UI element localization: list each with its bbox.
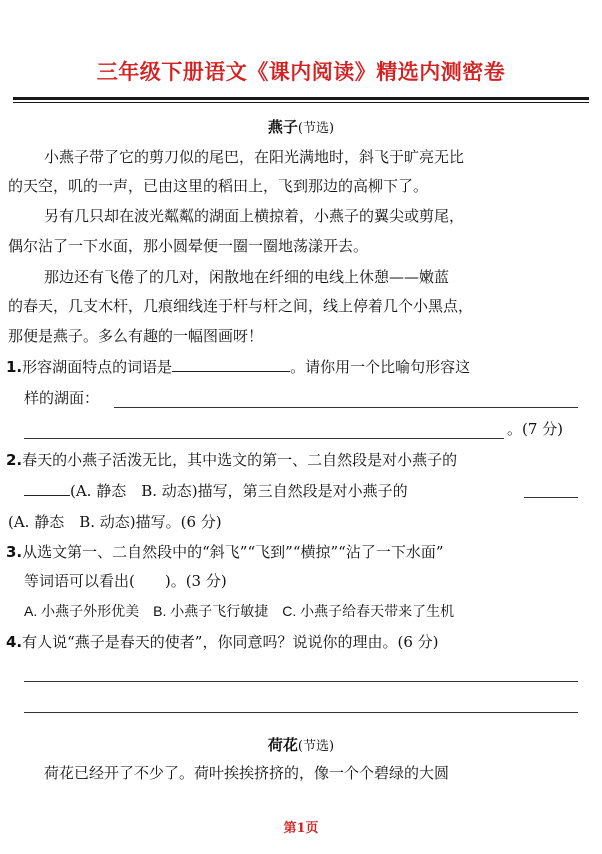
section-note: (节选): [297, 739, 335, 754]
question-1: [6, 356, 470, 378]
question-2-line-2: [24, 480, 408, 502]
answer-line[interactable]: [24, 681, 578, 682]
answer-blank[interactable]: [24, 481, 70, 496]
question-text: 。请你用一个比喻句形容这: [290, 358, 471, 376]
question-score: 。(7 分): [507, 420, 564, 438]
passage-line: 荷花已经开了不少了。荷叶挨挨挤挤的，像一个个碧绿的大圆: [44, 764, 450, 782]
section-heading-hehua: [0, 734, 602, 755]
passage-line: 那便是燕子。多么有趣的一幅图画呀！: [8, 327, 264, 345]
passage-line: 小燕子带了它的剪刀似的尾巴，在阳光满地时，斜飞于旷亮无比: [44, 148, 465, 166]
title-divider-thick: [13, 97, 589, 100]
passage-line: 的天空，叽的一声，已由这里的稻田上，飞到那边的高柳下了。: [8, 177, 429, 195]
question-3: [6, 541, 444, 563]
answer-blank[interactable]: [172, 357, 290, 372]
answer-blank[interactable]: [524, 497, 578, 498]
question-text: 从选文第一、二自然段中的“斜飞”“飞到”“横掠”“沾了一下水面”: [22, 543, 444, 561]
document-title: 三年级下册语文《课内阅读》精选内测密卷: [96, 59, 506, 84]
answer-line[interactable]: [24, 712, 578, 713]
question-text: (A. 静态 B. 动态)描写。(6 分): [8, 513, 222, 531]
section-note: (节选): [297, 121, 335, 136]
question-4: [6, 631, 439, 653]
question-text: 春天的小燕子活泼无比，其中选文的第一、二自然段是对小燕子的: [22, 451, 458, 469]
question-text: 样的湖面：: [24, 389, 100, 407]
question-text: 有人说“燕子是春天的使者”，你同意吗？说说你的理由。(6 分): [22, 633, 439, 651]
question-number: 3.: [6, 543, 23, 561]
section-name: 燕子: [267, 118, 298, 136]
question-text: 等词语可以看出( )。(3 分): [24, 572, 227, 590]
passage-line: 另有几只却在波光粼粼的湖面上横掠着，小燕子的翼尖或剪尾，: [44, 207, 465, 225]
question-number: 4.: [6, 633, 23, 651]
question-2: [6, 449, 457, 471]
title-divider-thin: [13, 102, 589, 103]
section-heading-yanzi: [0, 116, 602, 137]
answer-line[interactable]: [24, 438, 504, 439]
answer-line[interactable]: [114, 407, 578, 408]
question-text: 形容湖面特点的词语是: [22, 358, 173, 376]
passage-line: 的春天，几支木杆，几痕细线连于杆与杆之间，线上停着几个小黑点，: [8, 297, 474, 315]
passage-line: 偶尔沾了一下水面，那小圆晕便一圈一圈地荡漾开去。: [8, 237, 369, 255]
passage-line: 那边还有飞倦了的几对，闲散地在纤细的电线上休憩——嫩蓝: [44, 268, 450, 286]
question-number: 2.: [6, 451, 23, 469]
question-number: 1.: [6, 358, 23, 376]
page-number: 第1页: [283, 821, 319, 836]
answer-options: A. 小燕子外形优美 B. 小燕子飞行敏捷 C. 小燕子给春天带来了生机: [24, 603, 455, 619]
section-name: 荷花: [267, 736, 298, 754]
question-text: (A. 静态 B. 动态)描写，第三自然段是对小燕子的: [70, 482, 408, 500]
